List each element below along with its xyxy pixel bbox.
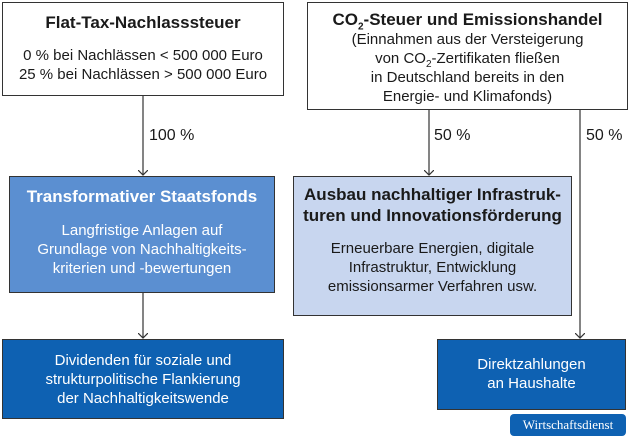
staatsfonds-line-2: Grundlage von Nachhaltigkeits-	[37, 241, 247, 258]
nachlasssteuer-rate-high: 25 % bei Nachlässen > 500 000 Euro	[18, 66, 268, 83]
infrastruktur-title-line-1: Ausbau nachhaltiger Infrastruk-	[304, 185, 561, 204]
staatsfonds-line-1: Langfristige Anlagen auf	[61, 222, 223, 239]
co2-note-line-4: Energie- und Klimafonds)	[382, 88, 553, 105]
co2-note-line-2: von $CO_2$-Zertifikaten fließen	[375, 50, 560, 70]
staatsfonds-line-3: kriterien und -bewertungen	[52, 260, 232, 277]
nachlasssteuer-rate-low: 0 % bei Nachlässen < 500 000 Euro	[23, 47, 263, 64]
dividenden-line-2: strukturpolitische Flankierung	[45, 371, 241, 388]
co2-steuer-title: $CO_2$-Steuer und Emissionshandel	[332, 10, 603, 33]
co2-steuer-box	[307, 2, 628, 110]
dividenden-line-1: Dividenden für soziale und	[54, 352, 232, 369]
nachlasssteuer-title: Flat-Tax-Nachlasssteuer	[45, 13, 241, 32]
infrastruktur-line-1: Erneuerbare Energien, digitale	[330, 240, 535, 257]
staatsfonds-box	[9, 176, 275, 293]
staatsfonds-title: Transformativer Staatsfonds	[26, 187, 258, 206]
co2-note-line-3: in Deutschland bereits in den	[370, 69, 565, 86]
direktzahlungen-line-1: Direktzahlungen	[477, 356, 586, 373]
direktzahlungen-box	[437, 339, 626, 410]
arrow-label-100: 100 %	[149, 127, 195, 144]
dividenden-box	[2, 339, 284, 419]
wirtschaftsdienst-logo: Wirtschaftsdienst	[510, 414, 626, 436]
infrastruktur-line-3: emissionsarmer Verfahren usw.	[327, 278, 538, 295]
nachlasssteuer-box	[2, 2, 284, 96]
dividenden-line-3: der Nachhaltigkeitswende	[57, 390, 229, 407]
infrastruktur-title-line-2: turen und Innovationsförderung	[303, 206, 562, 225]
infrastruktur-line-2: Infrastruktur, Entwicklung	[348, 259, 517, 276]
co2-note-line-1: (Einnahmen aus der Versteigerung	[351, 31, 584, 48]
arrow-label-50-infra: 50 %	[434, 127, 471, 144]
arrow-label-50-direct: 50 %	[586, 127, 623, 144]
direktzahlungen-line-2: an Haushalte	[487, 375, 576, 392]
infrastruktur-box	[293, 176, 572, 316]
